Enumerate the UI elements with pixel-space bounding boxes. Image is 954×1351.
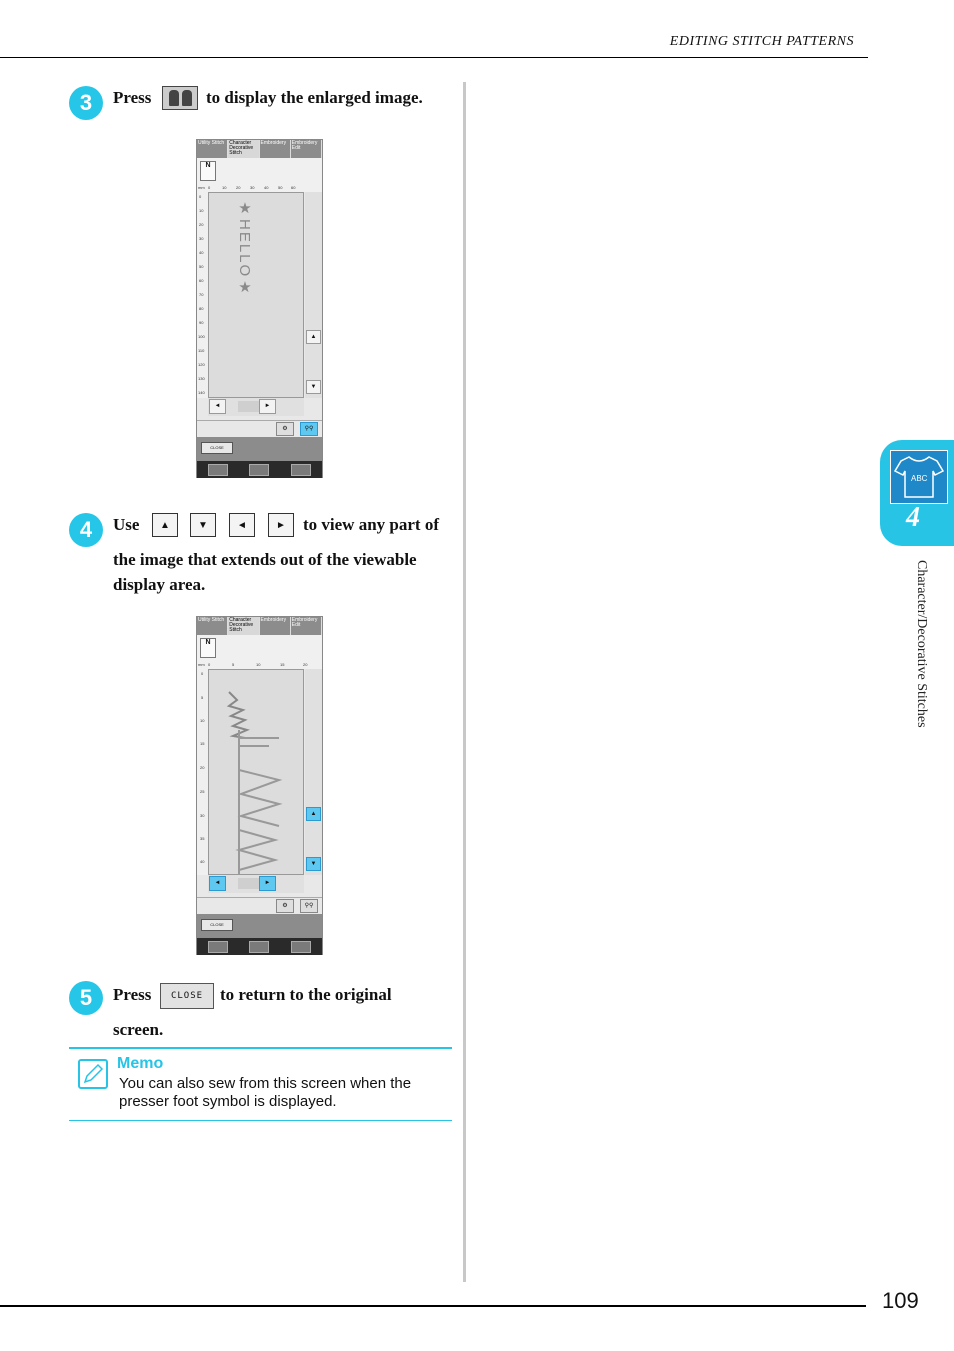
settings-icon[interactable] [291, 941, 311, 953]
scroll-left-button[interactable]: ◄ [209, 399, 226, 414]
ruler-tick: 5 [201, 695, 204, 700]
ruler-left [197, 669, 208, 875]
ruler-tick: 100 [198, 334, 205, 339]
ruler-top [197, 661, 322, 669]
ruler-tick: 30 [200, 813, 205, 818]
ruler-tick: 35 [200, 836, 205, 841]
tab-character-decorative: Character Decorative Stitch [228, 617, 259, 635]
ruler-tick: 0 [208, 662, 211, 667]
tshirt-icon [891, 451, 947, 503]
ruler-tick: mm [198, 185, 205, 190]
icon-abc-text: ABC [911, 474, 928, 483]
step-4-prefix: Use [113, 515, 140, 534]
ruler-tick: 10 [199, 208, 204, 213]
page-icon[interactable] [208, 941, 228, 953]
sewing-machine-icon[interactable]: ⚙ [276, 422, 294, 436]
ruler-top [197, 184, 322, 192]
ruler-tick: 20 [303, 662, 308, 667]
memo-text: You can also sew from this screen when the presser foot symbol is displayed. [119, 1075, 412, 1110]
hello-pattern-text: ★HELLO★ [236, 199, 253, 299]
ruler-tick: 70 [199, 292, 204, 297]
tshirt-abc-icon [890, 450, 948, 504]
page-number: 109 [882, 1288, 919, 1313]
zoomed-stitch-pattern [209, 670, 304, 875]
settings-icon[interactable] [291, 464, 311, 476]
ruler-tick: 10 [200, 718, 205, 723]
ruler-tick: 130 [198, 376, 205, 381]
step-3-prefix: Press [113, 88, 152, 107]
up-arrow-button: ▲ [152, 513, 178, 537]
step-number-4: 4 [69, 513, 103, 547]
scroll-up-button[interactable]: ▲ [306, 807, 321, 821]
header-rule [0, 57, 868, 58]
presser-foot-icon [182, 90, 192, 106]
lcd-top-area [197, 635, 322, 661]
scroll-up-button[interactable]: ▲ [306, 330, 321, 344]
ruler-tick: 40 [199, 250, 204, 255]
ruler-tick: 5 [232, 662, 235, 667]
close-button-image: CLOSE [160, 983, 214, 1009]
lcd-close-button[interactable]: CLOSE [201, 442, 233, 454]
presser-foot-n-icon: N [200, 161, 216, 181]
lcd-bottom-bar [197, 461, 322, 478]
page-icon[interactable] [208, 464, 228, 476]
ruler-tick: 80 [199, 306, 204, 311]
ruler-tick: 0 [201, 671, 204, 676]
step-4-suffix: to view any part of [303, 515, 439, 534]
scroll-right-button[interactable]: ► [259, 876, 276, 891]
lcd-tabs [197, 140, 322, 158]
tab-embroidery: Embroidery [260, 140, 291, 158]
ruler-tick: 20 [199, 222, 204, 227]
left-arrow-button: ◄ [229, 513, 255, 537]
memo-bottom-rule [69, 1120, 452, 1121]
vertical-scroll[interactable] [305, 669, 322, 875]
ruler-tick: 60 [291, 185, 296, 190]
ruler-tick: 120 [198, 362, 205, 367]
tab-utility-stitch: Utility Stitch [197, 140, 228, 158]
right-arrow-button: ► [268, 513, 294, 537]
ruler-tick: 10 [256, 662, 261, 667]
lcd-screen-enlarged [196, 139, 323, 478]
running-header: EDITING STITCH PATTERNS [669, 34, 854, 49]
footer-rule [0, 1305, 866, 1307]
sewing-machine-icon[interactable]: ⚙ [276, 899, 294, 913]
scroll-down-button[interactable]: ▼ [306, 857, 321, 871]
ruler-tick: 10 [222, 185, 227, 190]
ruler-tick: 25 [200, 789, 205, 794]
chapter-number: 4 [906, 502, 920, 533]
ruler-tick: 60 [199, 278, 204, 283]
ruler-tick: 15 [280, 662, 285, 667]
ruler-tick: 0 [208, 185, 211, 190]
ruler-tick: 50 [278, 185, 283, 190]
tab-utility-stitch: Utility Stitch [197, 617, 228, 635]
memo-top-rule [69, 1047, 452, 1049]
tab-embroidery: Embroidery [260, 617, 291, 635]
step-3-suffix: to display the enlarged image. [206, 88, 423, 107]
ruler-tick: 50 [199, 264, 204, 269]
ruler-tick: 90 [199, 320, 204, 325]
lcd-top-area [197, 158, 322, 184]
step-number-5: 5 [69, 981, 103, 1015]
scroll-down-button[interactable]: ▼ [306, 380, 321, 394]
lcd-bottom-bar [197, 938, 322, 955]
step-5-line2: screen. [113, 1020, 164, 1039]
lcd-close-bar [197, 914, 322, 938]
presser-foot-icon [169, 90, 179, 106]
ruler-tick: 15 [200, 741, 205, 746]
chapter-label: Character/Decorative Stitches [914, 560, 929, 728]
tab-embroidery-edit: Embroidery Edit [291, 617, 322, 635]
ruler-tick: 30 [199, 236, 204, 241]
memo-pencil-icon [78, 1059, 108, 1089]
lcd-screen-scroll [196, 616, 323, 955]
tab-embroidery-edit: Embroidery Edit [291, 140, 322, 158]
help-icon[interactable] [249, 941, 269, 953]
enlarge-view-icon[interactable]: ⚲⚲ [300, 899, 318, 913]
vertical-scroll[interactable] [305, 192, 322, 398]
scroll-left-button[interactable]: ◄ [209, 876, 226, 891]
ruler-tick: 40 [264, 185, 269, 190]
lcd-close-bar [197, 437, 322, 461]
lcd-close-button[interactable]: CLOSE [201, 919, 233, 931]
help-icon[interactable] [249, 464, 269, 476]
ruler-left [197, 192, 208, 398]
tab-character-decorative: Character Decorative Stitch [228, 140, 259, 158]
ruler-tick: 20 [200, 765, 205, 770]
horizontal-scroll[interactable] [208, 398, 304, 416]
enlarge-view-icon[interactable]: ⚲⚲ [300, 422, 318, 436]
step-4-line2: the image that extends out of the viewable [113, 550, 417, 569]
ruler-tick: 140 [198, 390, 205, 395]
memo-title: Memo [117, 1055, 164, 1072]
ruler-tick: 110 [198, 348, 205, 353]
pencil-icon [80, 1061, 106, 1087]
ruler-tick: 30 [250, 185, 255, 190]
step-number-3: 3 [69, 86, 103, 120]
column-divider [463, 82, 466, 1282]
ruler-tick: 40 [200, 859, 205, 864]
scroll-right-button[interactable]: ► [259, 399, 276, 414]
step-4-line3: display area. [113, 575, 206, 594]
lcd-toolbar [197, 897, 322, 913]
ruler-tick: 0 [199, 194, 202, 199]
step-5-suffix: to return to the original [220, 985, 392, 1004]
lcd-tabs [197, 617, 322, 635]
lcd-toolbar [197, 420, 322, 436]
enlarge-button-image [162, 86, 198, 110]
pattern-canvas [208, 192, 304, 398]
ruler-tick: mm [198, 662, 205, 667]
horizontal-scroll[interactable] [208, 875, 304, 893]
ruler-tick: 20 [236, 185, 241, 190]
presser-foot-n-icon: N [200, 638, 216, 658]
step-5-prefix: Press [113, 985, 152, 1004]
down-arrow-button: ▼ [190, 513, 216, 537]
pattern-canvas-zoomed [208, 669, 304, 875]
